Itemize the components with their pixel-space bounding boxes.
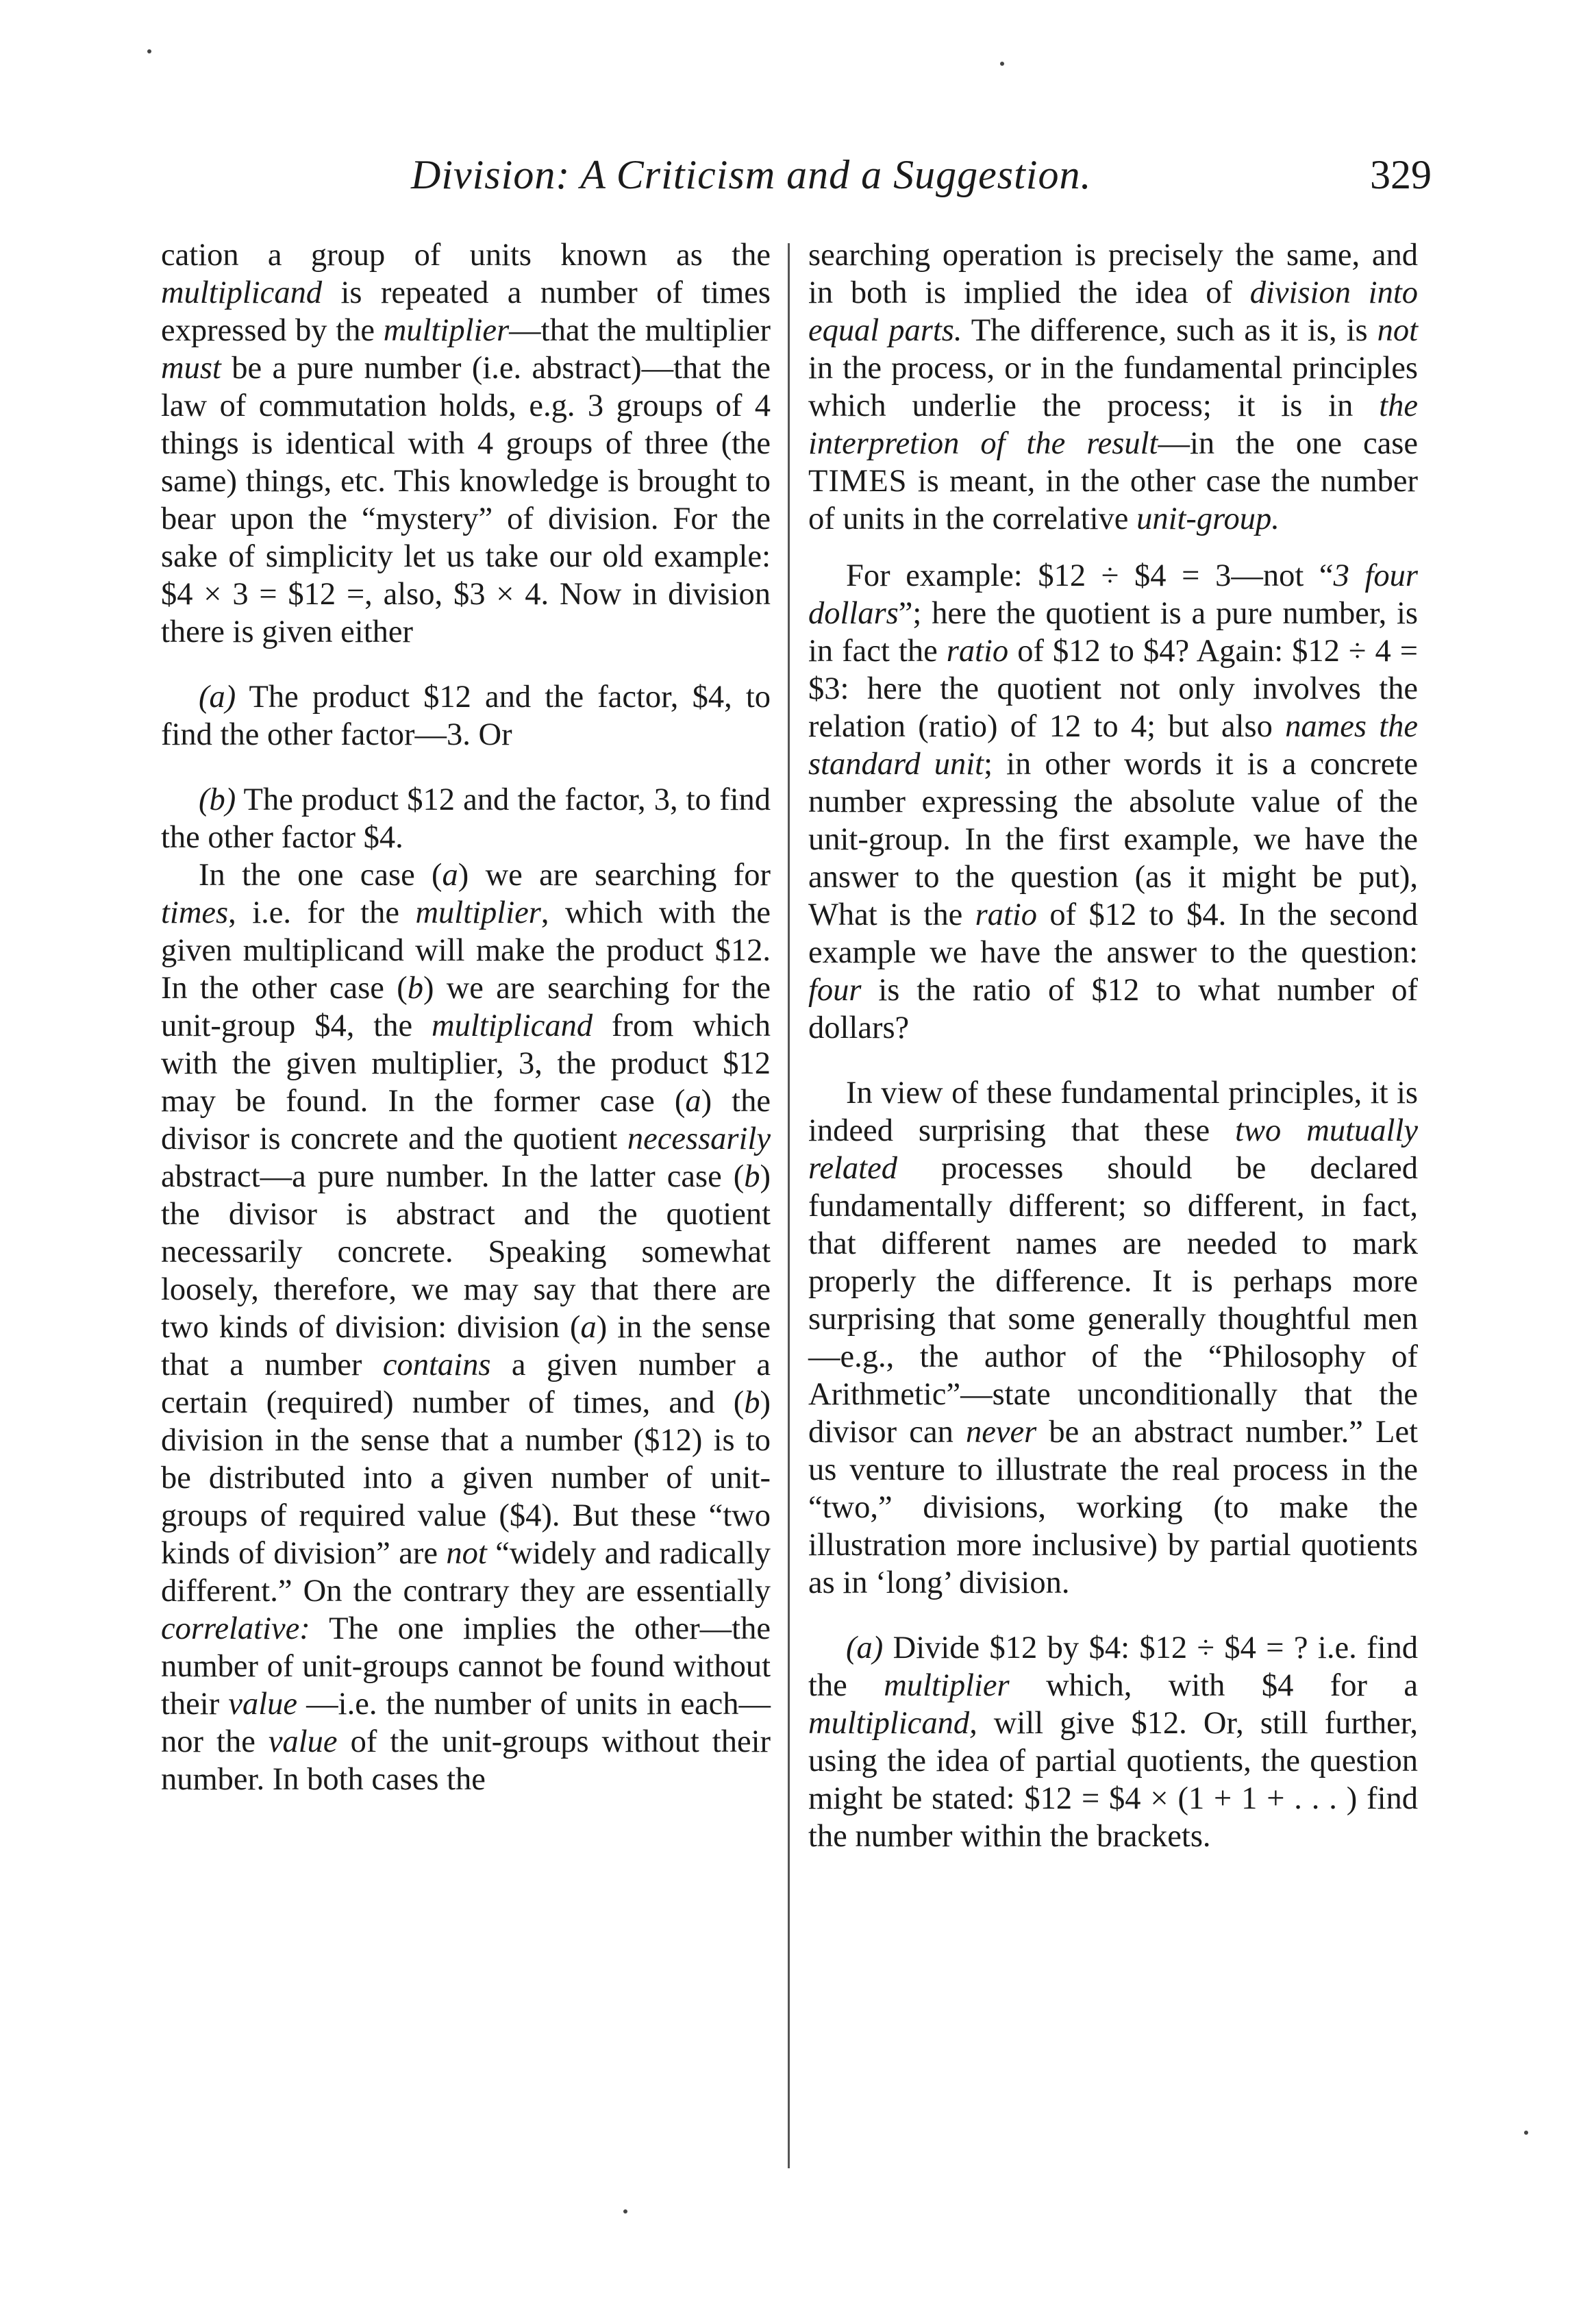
paragraph: (a) Divide $12 by $4: $12 ÷ $4 = ? i.e. find the multiplier which, with $4 for a multiplicand, will give $12. Or, still further, using the idea of partial quotients, the question might be stated: $12 = $4 × (1 + 1 + . . . ) find the number within the brackets. bbox=[808, 1630, 1419, 1854]
paragraph: For example: $12 ÷ $4 = 3—not “3 four dollars”; here the quotient is a pure number, is in fact the ratio of $12 to $4? Again: $12 ÷ 4 = $3: here the quotient not only involves the relation (ratio) of 12 to 4; but also names the standard unit; in other words it is a concrete number expressing the absolute value of the unit-group. In the first example, we have the answer to the question (as it might be put), What is the ratio of $12 to $4. In the second example we have the answer to the question: four is the ratio of $12 to what number of dollars? bbox=[808, 558, 1419, 1045]
scan-speck bbox=[147, 49, 151, 53]
scan-speck bbox=[1000, 62, 1004, 66]
left-column bbox=[161, 236, 771, 1798]
column-divider bbox=[788, 243, 790, 2168]
page-number: 329 bbox=[1370, 152, 1432, 197]
paragraph: cation a group of units known as the multiplicand is repeated a number of times expressed by the multiplier—that the multiplier must be a pure number (i.e. abstract)—that the law of commutation holds, e.g. 3 groups of 4 things is identical with 4 groups of three (the same) things, etc. This knowledge is brought to bear upon the “mystery” of division. For the sake of simplicity let us take our old example: $4 × 3 = $12 =, also, $3 × 4. Now in division there is given either bbox=[161, 238, 771, 649]
scan-speck bbox=[623, 2209, 627, 2213]
paragraph: (b) The product $12 and the factor, 3, to find the other factor $4. bbox=[161, 782, 771, 855]
running-header bbox=[411, 144, 1432, 206]
right-column bbox=[808, 236, 1418, 1855]
running-title: Division: A Criticism and a Suggestion. bbox=[411, 152, 1092, 197]
paragraph: searching operation is precisely the same, and in both is implied the idea of division into equal parts. The difference, such as it is, is not in the process, or in the fundamental principles which underlie the process; it is in the interpretion of the result—in the one case TIMES is meant, in the other case the number of units in the correlative unit-group. bbox=[808, 238, 1419, 536]
paragraph: In view of these fundamental principles, it is indeed surprising that these two mutually related processes should be declared fundamentally different; so different, in fact, that different names are needed to mark properly the difference. It is perhaps more surprising that some generally thoughtful men—e.g., the author of the “Philosophy of Arithmetic”—state unconditionally that the divisor can never be an abstract number.” Let us venture to illustrate the real process in the “two,” divisions, working (to make the illustration more inclusive) by partial quotients as in ‘long’ division. bbox=[808, 1076, 1418, 1600]
paragraph: In the one case (a) we are searching for times, i.e. for the multiplier, which with the given multiplicand will make the product $12. In the other case (b) we are searching for the unit-group $4, the multiplicand from which with the given multiplier, 3, the product $12 may be found. In the former case (a) the divisor is concrete and the quotient necessarily abstract—a pure number. In the latter case (b) the divisor is abstract and the quotient necessarily concrete. Speaking somewhat loosely, therefore, we may say that there are two kinds of division: division (a) in the sense that a number contains a given number a certain (required) number of times, and (b) division in the sense that a number ($12) is to be distributed into a given number of unit-groups of required value ($4). But these “two kinds of division” are not “widely and radically different.” On the contrary they are essentially correlative: The one implies the other—the number of unit-groups cannot be found without their value —i.e. the number of units in each—nor the value of the unit-groups without their number. In both cases the bbox=[161, 858, 771, 1797]
paragraph: (a) The product $12 and the factor, $4, to find the other factor—3. Or bbox=[161, 680, 771, 752]
scan-speck bbox=[1524, 2131, 1528, 2135]
